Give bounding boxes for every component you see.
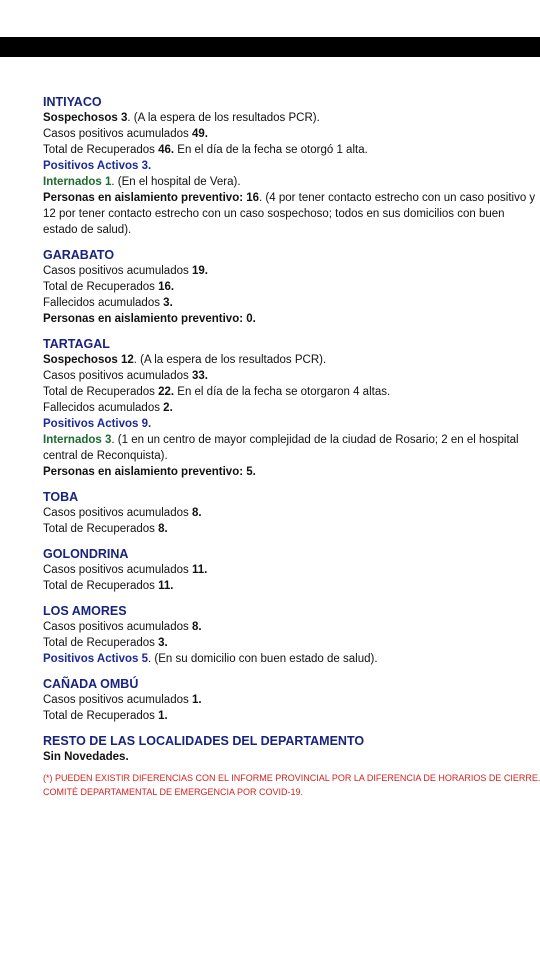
recovered-line: Total de Recuperados 11. <box>43 580 174 592</box>
recovered-line: Total de Recuperados 16. <box>43 281 175 293</box>
section-tartagal <box>43 336 540 480</box>
isolation-line-cont: 12 por tener contacto estrecho con un caso sospechoso; todos en sus domicilios con buen <box>43 208 505 220</box>
report-document <box>43 94 540 799</box>
no-news-line: Sin Novedades. <box>43 751 129 763</box>
footnote-committee: COMITÉ DEPARTAMENTAL DE EMERGENCIA POR COVID-19. <box>43 786 304 797</box>
active-positive-line: Positivos Activos 9. <box>43 418 152 430</box>
isolation-line: Personas en aislamiento preventivo: 5. <box>43 466 256 478</box>
cumulative-positive-line: Casos positivos acumulados 8. <box>43 507 202 519</box>
cumulative-positive-line: Casos positivos acumulados 49. <box>43 128 208 140</box>
section-toba <box>43 489 540 537</box>
recovered-line: Total de Recuperados 46. En el día de la fecha se otorgó 1 alta. <box>43 144 368 156</box>
recovered-line: Total de Recuperados 1. <box>43 710 168 722</box>
section-golondrina <box>43 546 540 594</box>
isolation-line: Personas en aislamiento preventivo: 0. <box>43 313 256 325</box>
cumulative-positive-line: Casos positivos acumulados 8. <box>43 621 202 633</box>
suspects-line: Sospechosos 3. (A la espera de los resultados PCR). <box>43 112 320 124</box>
section-resto <box>43 733 540 765</box>
footnote <box>43 772 540 799</box>
active-positive-line: Positivos Activos 3. <box>43 160 152 172</box>
section-intiyaco <box>43 94 540 238</box>
hospitalized-line-cont: central de Reconquista). <box>43 450 168 462</box>
deaths-line: Fallecidos acumulados 2. <box>43 402 173 414</box>
section-title: CAÑADA OMBÚ <box>43 677 139 691</box>
recovered-line: Total de Recuperados 22. En el día de la fecha se otorgaron 4 altas. <box>43 386 391 398</box>
cumulative-positive-line: Casos positivos acumulados 11. <box>43 564 208 576</box>
footnote-disclaimer: (*) PUEDEN EXISTIR DIFERENCIAS CON EL INFORME PROVINCIAL POR LA DIFERENCIA DE HORARIOS DE CIERRE. <box>43 773 540 783</box>
cumulative-positive-line: Casos positivos acumulados 19. <box>43 265 208 277</box>
section-title: TARTAGAL <box>43 337 110 351</box>
section-title: GARABATO <box>43 248 115 262</box>
top-black-bar <box>0 37 540 57</box>
hospitalized-line: Internados 3. (1 en un centro de mayor complejidad de la ciudad de Rosario; 2 en el hospital <box>43 434 519 446</box>
section-title: INTIYACO <box>43 95 102 109</box>
section-title: GOLONDRINA <box>43 547 129 561</box>
section-title: TOBA <box>43 490 79 504</box>
section-canada-ombu <box>43 676 540 724</box>
recovered-line: Total de Recuperados 3. <box>43 637 168 649</box>
hospitalized-line: Internados 1. (En el hospital de Vera). <box>43 176 241 188</box>
section-title: LOS AMORES <box>43 604 127 618</box>
active-positive-line: Positivos Activos 5. (En su domicilio con buen estado de salud). <box>43 653 378 665</box>
cumulative-positive-line: Casos positivos acumulados 33. <box>43 370 208 382</box>
cumulative-positive-line: Casos positivos acumulados 1. <box>43 694 202 706</box>
recovered-line: Total de Recuperados 8. <box>43 523 168 535</box>
isolation-line-cont: estado de salud). <box>43 224 132 236</box>
suspects-line: Sospechosos 12. (A la espera de los resultados PCR). <box>43 354 327 366</box>
section-garabato <box>43 247 540 327</box>
deaths-line: Fallecidos acumulados 3. <box>43 297 173 309</box>
isolation-line: Personas en aislamiento preventivo: 16. (4 por tener contacto estrecho con un caso positivo y <box>43 192 536 204</box>
section-title: RESTO DE LAS LOCALIDADES DEL DEPARTAMENTO <box>43 734 365 748</box>
section-los-amores <box>43 603 540 667</box>
